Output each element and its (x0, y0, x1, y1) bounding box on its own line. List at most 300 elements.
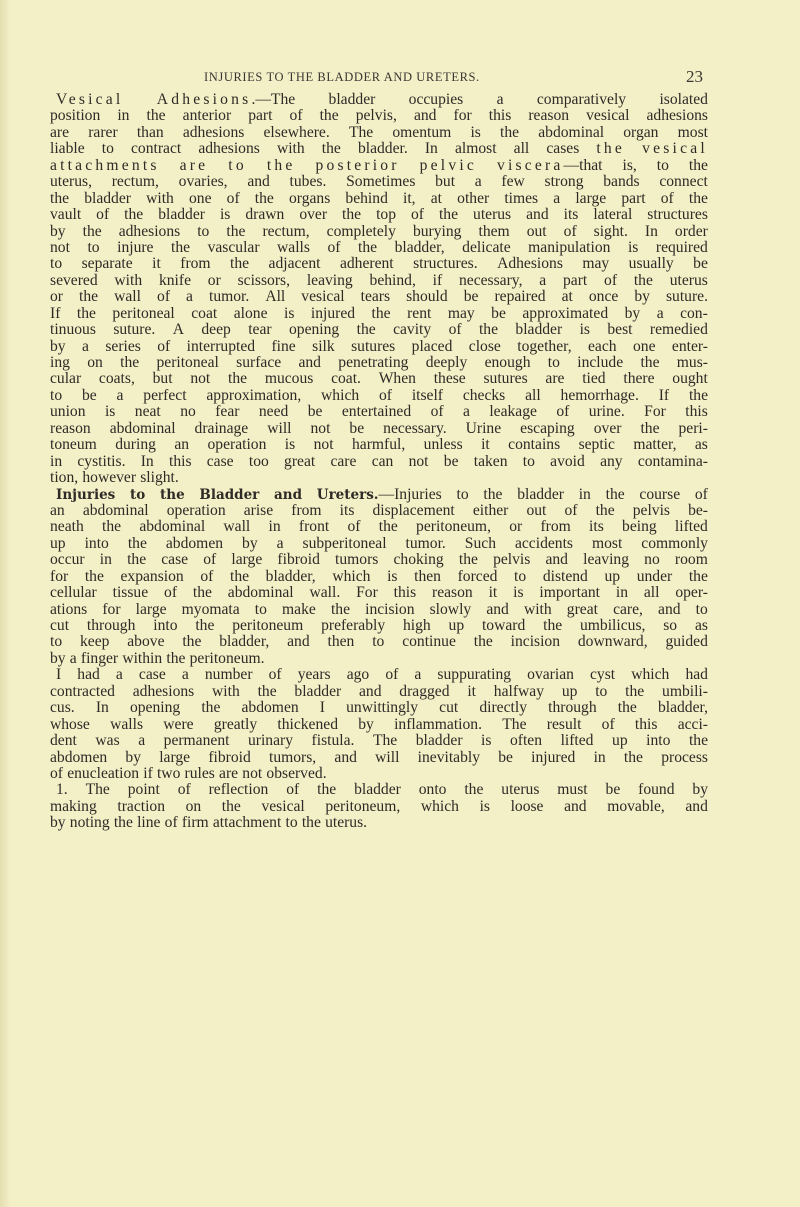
word (393, 552, 443, 568)
word-part: the (623, 748, 643, 766)
word-part: vault (50, 206, 82, 224)
word (110, 717, 143, 733)
word (457, 487, 469, 503)
word (127, 634, 164, 650)
word-part: any (600, 452, 623, 470)
word (180, 256, 210, 272)
word-part: vesical (301, 288, 345, 306)
word (320, 108, 339, 124)
word (413, 224, 462, 240)
word-part: making (50, 797, 97, 815)
word-part: great (566, 600, 598, 618)
word-part: operation (207, 436, 267, 454)
word (86, 782, 110, 798)
word (212, 684, 240, 700)
word-part: inevitably (417, 748, 481, 766)
word (675, 224, 708, 240)
word-part: adhesions (646, 107, 708, 125)
word (340, 503, 355, 519)
word-part: uterus (501, 781, 540, 799)
word (79, 289, 98, 305)
word (77, 667, 100, 683)
word (510, 733, 542, 749)
word (50, 224, 66, 240)
word (163, 717, 193, 733)
word (635, 717, 658, 733)
word (205, 667, 253, 683)
text-line (50, 733, 708, 749)
word (416, 733, 463, 749)
word-part: pelvis (632, 501, 670, 519)
word-part: had (685, 666, 708, 684)
word-part: it (481, 436, 490, 454)
word-part: ing (50, 354, 70, 371)
word (173, 322, 184, 338)
word (474, 454, 508, 470)
word (434, 371, 466, 387)
word (539, 273, 546, 289)
word (340, 256, 394, 272)
word (124, 207, 143, 223)
word (515, 322, 562, 338)
word-part: or (207, 271, 221, 289)
word (269, 256, 321, 272)
word (197, 224, 209, 240)
word (613, 602, 643, 618)
word-part: traction (117, 797, 166, 815)
word-part: harmful, (351, 436, 406, 454)
word (479, 700, 527, 716)
word (475, 174, 482, 190)
word-part: the (595, 501, 615, 519)
word (675, 519, 708, 535)
word-part: being (622, 518, 657, 536)
word-part: this (168, 452, 192, 470)
word-part: is (284, 436, 296, 454)
word (361, 289, 390, 305)
word-part: subperitoneal (302, 534, 387, 552)
word-part: fibroid (277, 551, 320, 569)
word (375, 750, 399, 766)
word-part: organ (623, 123, 659, 141)
text-line (50, 421, 708, 437)
word-part: over (299, 206, 328, 224)
word-part: urine. (588, 403, 625, 421)
word-part: severed (50, 271, 98, 289)
word-part: with (212, 682, 240, 700)
word (592, 536, 622, 552)
word-part: checks (462, 386, 506, 404)
word-part: a (276, 534, 284, 552)
word-part: it, (403, 189, 416, 207)
word (110, 421, 176, 437)
word-part: of (378, 386, 392, 404)
word-part: isolated (659, 91, 708, 108)
word-part: mucous (264, 370, 314, 388)
word-part: In (140, 452, 154, 470)
word-part: behind, (369, 271, 416, 289)
word-part: make (282, 600, 316, 618)
word-part: it (467, 682, 476, 700)
word (203, 552, 216, 568)
word-part: to (87, 238, 100, 256)
word (328, 634, 355, 650)
word (689, 388, 708, 404)
word-part: the (342, 206, 362, 224)
word (414, 569, 441, 585)
word (56, 92, 123, 108)
word (557, 782, 587, 798)
word (102, 602, 120, 618)
word-part: in (99, 551, 112, 569)
word-part: opening (129, 699, 181, 717)
word (416, 519, 491, 535)
word-part: of (268, 666, 282, 684)
word-part: a (462, 403, 470, 421)
word (206, 388, 301, 404)
word (157, 766, 180, 782)
word-part: not (190, 370, 211, 388)
word-part: be (81, 386, 97, 404)
word (195, 618, 214, 634)
word (320, 700, 325, 716)
word (50, 306, 60, 322)
word-part: series (105, 337, 141, 355)
word (678, 717, 708, 733)
word (354, 782, 401, 798)
word (125, 750, 141, 766)
text-line (50, 125, 708, 141)
word (469, 339, 501, 355)
word (207, 437, 266, 453)
word (501, 782, 539, 798)
word (379, 388, 392, 404)
word-part: urinary (247, 732, 294, 750)
word-part: is (627, 238, 639, 256)
word (342, 404, 411, 420)
word-part: Ureters. (316, 486, 379, 503)
word-part: and (545, 551, 568, 569)
word-part: the (640, 419, 660, 437)
word-part: incision (365, 600, 415, 618)
word-part: be (491, 304, 506, 322)
word-part: a (656, 304, 664, 322)
word-part: had (77, 666, 100, 684)
word-part: neath (50, 518, 84, 536)
word (372, 306, 391, 322)
word-part: for (102, 600, 121, 618)
text-line (50, 634, 708, 650)
word-part: was (95, 732, 120, 750)
word (514, 569, 526, 585)
word-part: include (577, 354, 624, 371)
word (335, 552, 378, 568)
word (433, 273, 443, 289)
word-part: a (181, 666, 189, 684)
word-part: the (330, 600, 350, 618)
word (509, 519, 522, 535)
word-part: uterus (669, 271, 708, 289)
word (439, 207, 458, 223)
word (128, 782, 160, 798)
word (454, 108, 472, 124)
word-part: of (347, 518, 361, 536)
word-part: from (540, 518, 571, 536)
word (67, 766, 139, 782)
word-part: usually (628, 255, 674, 273)
word (537, 92, 626, 108)
word (657, 158, 669, 174)
word (385, 667, 398, 683)
word (266, 766, 326, 782)
word-part: of (226, 189, 240, 207)
word-part: of (177, 781, 191, 799)
word-part: will (267, 419, 292, 437)
word-part: tion, (50, 469, 79, 487)
text-line (50, 519, 708, 535)
word (634, 273, 653, 289)
word (672, 371, 708, 387)
word (604, 569, 620, 585)
word (373, 733, 397, 749)
word (160, 487, 185, 503)
word (526, 207, 549, 223)
word (607, 799, 665, 815)
word (166, 651, 185, 667)
word (641, 536, 708, 552)
word-part: not (310, 419, 331, 437)
word-part: as (694, 436, 708, 454)
word-part: the (473, 633, 493, 651)
word (227, 191, 240, 207)
word-part: fibroid (208, 748, 251, 766)
word-part: cases (546, 140, 580, 158)
word (208, 750, 250, 766)
word-part: one (632, 337, 656, 355)
word (387, 569, 397, 585)
word-part: through (86, 617, 136, 634)
word-part: with (146, 189, 174, 207)
word-part: structures (647, 206, 708, 224)
word (659, 388, 669, 404)
word-part: directly (479, 699, 527, 717)
word-part: to (522, 452, 535, 470)
word-part: behind (345, 189, 388, 207)
word (349, 125, 373, 141)
word-part: viscera (496, 156, 564, 174)
word-part: the (120, 354, 140, 371)
word (138, 733, 145, 749)
word (303, 536, 387, 552)
word-part: the (625, 682, 645, 700)
word-part: one (188, 189, 212, 207)
word (346, 700, 418, 716)
text-line (50, 454, 708, 470)
word-part: approximated (522, 304, 609, 322)
word-part: coats, (98, 370, 135, 388)
word (675, 585, 708, 601)
word (171, 240, 190, 256)
word-part: of (385, 666, 399, 684)
word-part: abdominal (82, 501, 149, 519)
word-part: the (688, 189, 708, 207)
word (504, 191, 538, 207)
word-part: manipulation (528, 238, 611, 256)
word-part: and (298, 354, 321, 371)
word (695, 437, 708, 453)
word-part: fine (271, 337, 296, 355)
word (640, 355, 659, 371)
word-part: up (612, 732, 628, 750)
word-part: need (258, 403, 289, 421)
word (604, 273, 617, 289)
word-part: by (50, 649, 66, 667)
word (226, 224, 245, 240)
word-part: which (332, 567, 371, 585)
word-part: displacement (372, 501, 455, 519)
word (564, 224, 577, 240)
word (395, 240, 445, 256)
word-part: the (266, 156, 296, 174)
word-part: the (301, 814, 321, 832)
word-part: strong (544, 173, 584, 191)
word (157, 339, 170, 355)
text-line (50, 536, 708, 552)
word (190, 651, 265, 667)
word-part: the (230, 255, 250, 273)
word (167, 503, 226, 519)
word (321, 618, 385, 634)
word-part: a (553, 189, 561, 207)
word (130, 700, 180, 716)
word-part: the (146, 107, 166, 125)
word (50, 174, 92, 190)
word (209, 289, 249, 305)
word-part: large (135, 600, 167, 618)
word (677, 355, 708, 371)
word (692, 782, 708, 798)
word (545, 174, 584, 190)
text-line (50, 322, 708, 338)
word (470, 125, 480, 141)
word (131, 141, 181, 157)
word (594, 750, 606, 766)
text-line (50, 684, 708, 700)
word-part: to (695, 600, 708, 618)
word (644, 404, 666, 420)
word-part: bladder (294, 682, 342, 700)
word (87, 355, 103, 371)
word-part: When (378, 370, 416, 388)
word-part: accidents (514, 534, 573, 552)
word-part: fistula. (311, 732, 355, 750)
word (70, 651, 77, 667)
word (267, 421, 291, 437)
word-part: contract (131, 140, 182, 158)
word-part: enucleation (67, 764, 140, 782)
word-part: tear (248, 321, 272, 339)
word-part: contracted (50, 682, 115, 700)
word-part: important (539, 584, 601, 602)
word (157, 92, 295, 108)
word-part: bladder, (657, 699, 708, 717)
word (594, 224, 628, 240)
word-part: union (50, 403, 86, 421)
word (152, 256, 161, 272)
word-part: most (677, 123, 708, 141)
word (680, 306, 708, 322)
word-part: is (104, 403, 116, 421)
word (50, 799, 97, 815)
word (497, 158, 603, 174)
word-part: All (265, 288, 286, 306)
word-part: not (408, 452, 429, 470)
word-part: and (274, 486, 303, 503)
word-part: it (152, 255, 161, 273)
word (625, 306, 641, 322)
word-part: to (101, 140, 114, 158)
word (115, 437, 156, 453)
word-part: are (179, 156, 209, 174)
word (234, 306, 268, 322)
word (623, 125, 658, 141)
word (595, 684, 607, 700)
word-part: part (248, 107, 273, 125)
word-part: I (56, 666, 62, 684)
word-part: will (375, 748, 400, 766)
word (494, 684, 544, 700)
word-part: cus. (50, 699, 75, 717)
word-part: rules (184, 764, 215, 782)
word (255, 602, 267, 618)
word-part: is (470, 123, 481, 141)
word-part: times (504, 189, 539, 207)
word (622, 519, 657, 535)
word (458, 569, 498, 585)
word-part: but (152, 370, 173, 388)
word-part: necessary, (458, 271, 523, 289)
word-part: choking (393, 551, 444, 569)
word-part: a (82, 337, 89, 355)
word-part: suppurating (437, 666, 512, 684)
word (102, 519, 121, 535)
word (182, 634, 201, 650)
word (286, 782, 299, 798)
word-part: the (543, 617, 563, 634)
word-part: its (563, 206, 579, 224)
word-part: cut (439, 699, 459, 717)
word (685, 667, 708, 683)
word (600, 454, 623, 470)
word-part: the (124, 206, 144, 224)
word-part: which (420, 797, 459, 815)
paragraph (50, 782, 708, 831)
word-part: almost (454, 140, 497, 158)
word-part: organs (288, 189, 331, 207)
word-part: sight. (593, 222, 628, 240)
word (561, 388, 639, 404)
word (695, 618, 708, 634)
word (473, 503, 509, 519)
word-part: inflammation. (394, 715, 483, 733)
word-part: however (82, 469, 137, 487)
word-part: and (247, 173, 270, 191)
word (631, 667, 669, 683)
word-part: Such (464, 534, 496, 552)
word (393, 322, 431, 338)
word-part: adherent (339, 255, 394, 273)
word (114, 289, 141, 305)
